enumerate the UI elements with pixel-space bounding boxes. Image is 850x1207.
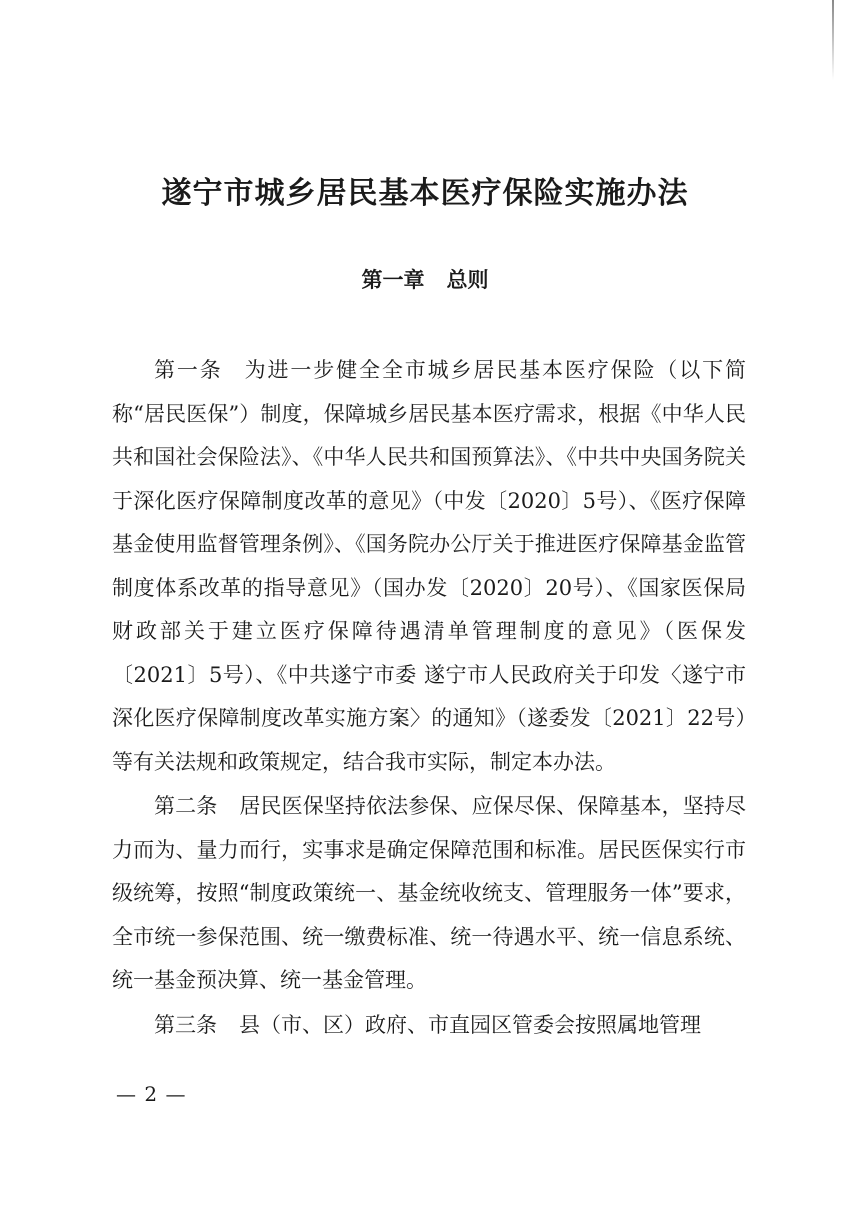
article-number: 第二条 [154,794,218,818]
article-paragraph [112,785,746,1003]
article-text: 居民医保坚持依法参保、应保尽保、保障基本，坚持尽力而为、量力而行，实事求是确定保障范围和标准。居民医保实行市级统筹，按照“制度政策统一、基金统收统支、管理服务一体”要求，全市统一参保范围、统一缴费标准、统一待遇水平、统一信息系统、统一基金预决算、统一基金管理。 [112,794,747,992]
chapter-heading [0,264,850,294]
article-number: 第三条 [154,1012,217,1037]
article-number: 第一条 [154,358,223,382]
document-title: 遂宁市城乡居民基本医疗保险实施办法 [161,176,689,211]
chapter-name: 总则 [446,268,489,292]
article-text: 为进一步健全全市城乡居民基本医疗保险（以下简称“居民医保”）制度，保障城乡居民基本医疗需求，根据《中华人民共和国社会保险法》、《中华人民共和国预算法》、《中共中央国务院关于深化医疗保障制度改革的意见》（中发〔2020〕5号）、《医疗保障基金使用监督管理条例》、《国务院办公厅关于推进医疗保障基金监管制度体系改革的指导意见》（国办发〔2020〕20号）、《国家医保局 财政部关于建立医疗保障待遇清单管理制度的意见》（医保发〔2021〕5号）、《中共遂宁市委 遂宁市人民政府关于印发〈遂宁市深化医疗保障制度改革实施方案〉的通知》（遂委发〔2021〕22号）等有关法规和政策规定，结合我市实际，制定本办法。 [112,358,746,774]
page-number: — 2 — [116,1082,187,1106]
document-body [112,349,746,1048]
chapter-number: 第一章 [361,268,425,292]
article-paragraph [112,349,746,784]
article-text: 县（市、区）政府、市直园区管委会按照属地管理 [239,1012,701,1037]
page-edge-shadow [832,0,834,80]
article-paragraph [112,1004,746,1048]
